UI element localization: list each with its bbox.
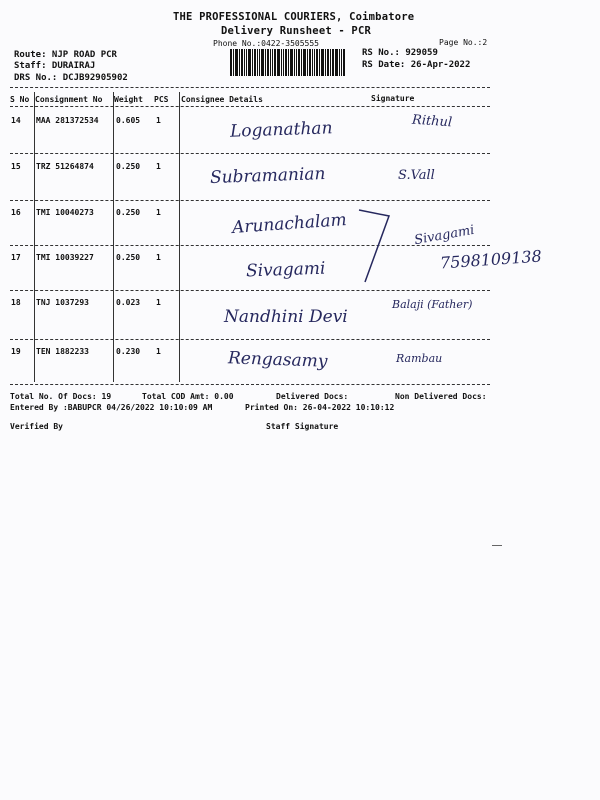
col-pcs: PCS	[154, 95, 169, 104]
row-sno: 18	[11, 298, 21, 307]
page-number: Page No.:2	[439, 38, 488, 47]
row-rule	[10, 245, 490, 246]
row-consignee-handwritten: Rengasamy	[227, 348, 328, 372]
non-delivered-docs: Non Delivered Docs:	[395, 392, 487, 401]
row-rule	[10, 339, 490, 340]
top-rule	[10, 87, 490, 88]
row-signature: Rambau	[396, 352, 443, 365]
row-pcs: 1	[156, 347, 161, 356]
row-rule	[10, 200, 490, 201]
runsheet-title: Delivery Runsheet - PCR	[221, 25, 371, 37]
col-sno: S No	[10, 95, 30, 104]
staff-signature: Staff Signature	[266, 422, 339, 431]
row-weight: 0.605	[116, 116, 141, 125]
company-name: THE PROFESSIONAL COURIERS, Coimbatore	[173, 11, 415, 23]
row-sno: 16	[11, 208, 21, 217]
rs-date: RS Date: 26-Apr-2022	[362, 60, 471, 70]
row-pcs: 1	[156, 208, 161, 217]
row-pcs: 1	[156, 298, 161, 307]
row-weight: 0.250	[116, 162, 141, 171]
row-pcs: 1	[156, 253, 161, 262]
row-sno: 19	[11, 347, 21, 356]
col-consignee: Consignee Details	[181, 95, 263, 104]
row-weight: 0.230	[116, 347, 141, 356]
row-rule	[10, 153, 490, 154]
col-weight: Weight	[114, 95, 143, 104]
row-signature: S.Vall	[398, 168, 435, 183]
row-sno: 15	[11, 162, 21, 171]
staff-label: Staff: DURAIRAJ	[14, 61, 96, 71]
row-sno: 17	[11, 253, 21, 262]
row-consignment: TMI 10039227	[36, 253, 94, 262]
drs-number: DRS No.: DCJB92905902	[14, 73, 128, 83]
row-signature: Balaji (Father)	[392, 298, 473, 311]
row-signature: Rithul	[411, 112, 453, 131]
row-consignee-handwritten: Subramanian	[209, 163, 326, 189]
entered-by: Entered By :BABUPCR 04/26/2022 10:10:09 AM	[10, 403, 213, 412]
row-consignment: TRZ 51264874	[36, 162, 94, 171]
handwritten-bracket	[355, 208, 395, 288]
col-consignment: Consignment No	[35, 95, 103, 104]
row-consignment: MAA 281372534	[36, 116, 99, 125]
total-cod: Total COD Amt: 0.00	[142, 392, 234, 401]
printed-on: Printed On: 26-04-2022 10:10:12	[245, 403, 395, 412]
row-consignee-handwritten: Loganathan	[229, 118, 333, 142]
delivered-docs: Delivered Docs:	[276, 392, 349, 401]
barcode	[230, 49, 350, 76]
bottom-rule	[10, 384, 490, 385]
row-consignee-handwritten: Sivagami	[245, 258, 326, 282]
route-label: Route: NJP ROAD PCR	[14, 50, 117, 60]
row-sno: 14	[11, 116, 21, 125]
rs-number: RS No.: 929059	[362, 48, 438, 58]
row-consignment: TNJ 1037293	[36, 298, 89, 307]
row-consignee-handwritten: Nandhini Devi	[224, 307, 348, 327]
row-weight: 0.023	[116, 298, 141, 307]
row-rule	[10, 290, 490, 291]
row-pcs: 1	[156, 116, 161, 125]
row-weight: 0.250	[116, 208, 141, 217]
row-weight: 0.250	[116, 253, 141, 262]
row-consignment: TEN 1882233	[36, 347, 89, 356]
total-docs: Total No. Of Docs: 19	[10, 392, 112, 401]
stray-mark	[492, 545, 502, 546]
header-rule	[10, 106, 490, 107]
phone-number: Phone No.:0422-3505555	[213, 39, 319, 48]
row-pcs: 1	[156, 162, 161, 171]
verified-by: Verified By	[10, 422, 63, 431]
row-consignment: TMI 10040273	[36, 208, 94, 217]
row-consignee-handwritten: Arunachalam	[231, 210, 348, 238]
row-signature-phone: 7598109138	[439, 246, 543, 273]
col-signature: Signature	[371, 94, 415, 103]
row-signature: Sivagami	[413, 222, 476, 249]
